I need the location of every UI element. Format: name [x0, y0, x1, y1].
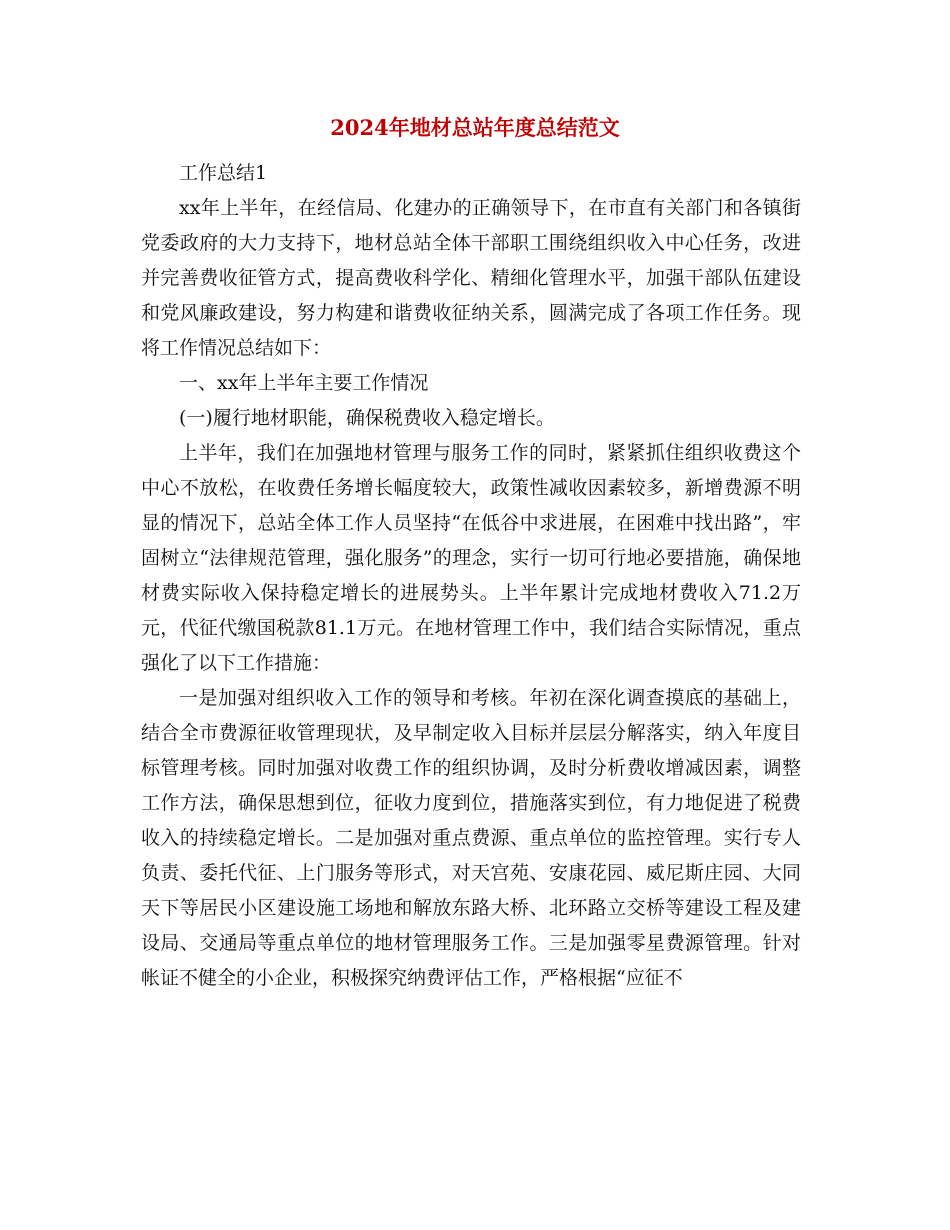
- document-body: [141, 156, 801, 996]
- paragraph-heading-1: 一、xx年上半年主要工作情况: [179, 372, 429, 394]
- paragraph-section-label: 工作总结1: [179, 162, 268, 184]
- paragraph-intro: xx年上半年，在经信局、化建办的正确领导下，在市直有关部门和各镇街党委政府的大力支持下，地材总站全体干部职工围绕组织收入中心任务，改进并完善费收征管方式，提高费收科学化、精细化管理水平，加强干部队伍建设和党风廉政建设，努力构建和谐费收征纳关系，圆满完成了各项工作任务。现将工作情况总结如下：: [141, 197, 801, 359]
- paragraph-body-1: 上半年，我们在加强地材管理与服务工作的同时，紧紧抓住组织收费这个中心不放松，在收费任务增长幅度较大，政策性减收因素较多，新增费源不明显的情况下，总站全体工作人员坚持“在低谷中求进展，在困难中找出路”，牢固树立“法律规范管理，强化服务”的理念，实行一切可行地必要措施，确保地材费实际收入保持稳定增长的进展势头。上半年累计完成地材费收入71.2万元，代征代缴国税款81.1万元。在地材管理工作中，我们结合实际情况，重点强化了以下工作措施：: [141, 442, 801, 674]
- paragraph-body-2: 一是加强对组织收入工作的领导和考核。年初在深化调查摸底的基础上，结合全市费源征收管理现状，及早制定收入目标并层层分解落实，纳入年度目标管理考核。同时加强对收费工作的组织协调，及时分析费收增减因素，调整工作方法，确保思想到位，征收力度到位，措施落实到位，有力地促进了税费收入的持续稳定增长。二是加强对重点费源、重点单位的监控管理。实行专人负责、委托代征、上门服务等形式，对天宫苑、安康花园、威尼斯庄园、大同天下等居民小区建设施工场地和解放东路大桥、北环路立交桥等建设工程及建设局、交通局等重点单位的地材管理服务工作。三是加强零星费源管理。针对帐证不健全的小企业，积极探究纳费评估工作，严格根据“应征不: [141, 687, 801, 989]
- paragraph-subheading-1: (一)履行地材职能，确保税费收入稳定增长。: [179, 407, 555, 429]
- document-title: 2024年地材总站年度总结范文: [330, 115, 620, 140]
